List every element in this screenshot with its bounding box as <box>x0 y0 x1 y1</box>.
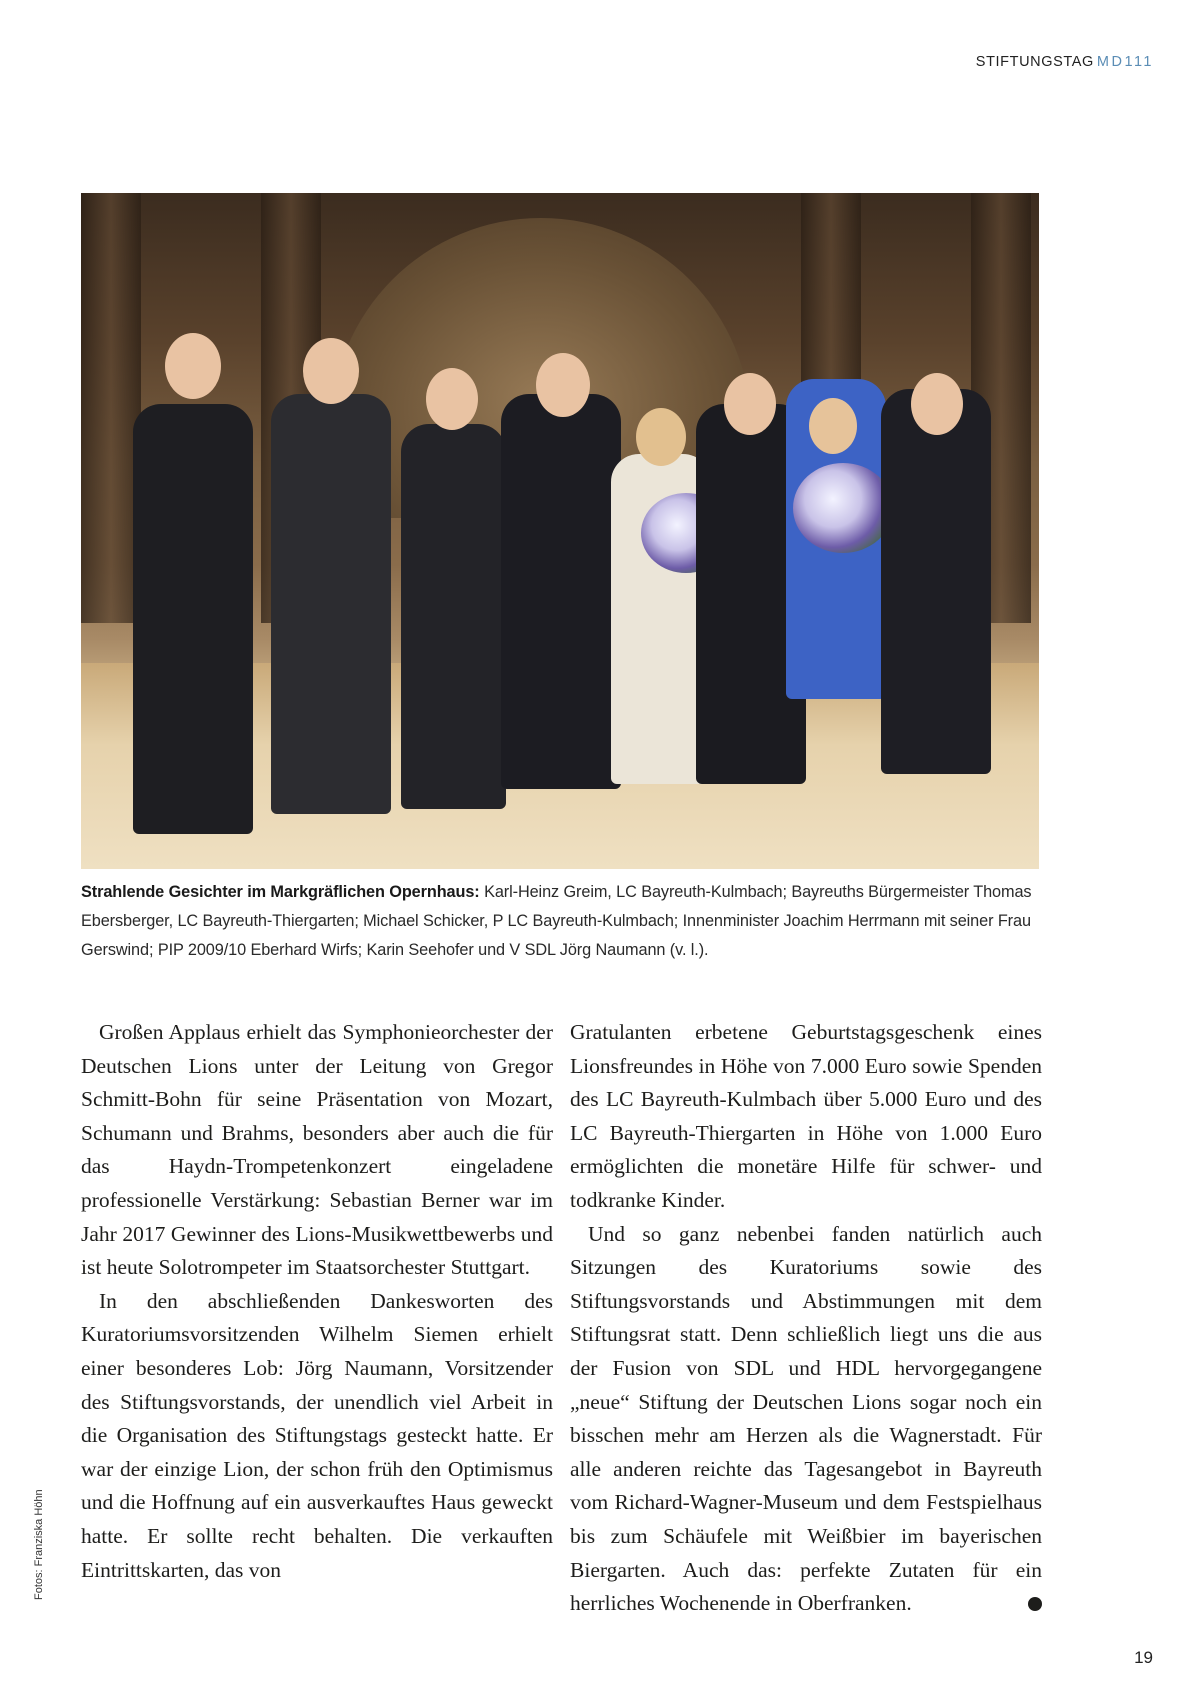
section-title: STIFTUNGSTAG <box>975 54 1094 70</box>
running-header <box>976 54 1154 70</box>
page-number: 19 <box>1134 1648 1153 1667</box>
paragraph-text: Und so ganz nebenbei fanden natürlich auch Sitzungen des Kuratoriums sowie des Stiftungsvorstands und Abstimmungen mit dem Stiftungsrat statt. Denn schließlich liegt uns die aus der Fusion von SDL und HDL hervorgegangene „neue“ Stiftung der Deutschen Lions sogar noch ein bisschen mehr am Herzen als die Wagnerstadt. Für alle anderen reichte das Tagesangebot in Bayreuth vom Richard-Wagner-Museum und dem Festspielhaus bis zum Schäufele mit Weißbier im bayerischen Biergarten. Auch das: perfekte Zutaten für ein herrliches Wochenende in Oberfranken. <box>570 1221 1042 1616</box>
caption-text: Karl-Heinz Greim, LC Bayreuth-Kulmbach; Bayreuths Bürgermeister Thomas Ebersberger, LC Bayreuth-Thiergarten; Michael Schicker, P LC Bayreuth-Kulmbach; Innenminister Joachim Herrmann mit seiner Frau Gerswind; PIP 2009/10 Eberhard Wirfs; Karin Seehofer und V SDL Jörg Naumann (v. l.). <box>81 883 1032 959</box>
paragraph <box>570 1218 1053 1621</box>
paragraph: Großen Applaus erhielt das Symphonieorchester der Deutschen Lions unter der Leitung von Gregor Schmitt-Bohn für seine Präsentation von Mozart, Schumann und Brahms, besonders aber auch die für das Haydn-Trompetenkonzert eingeladene professionelle Verstärkung: Sebastian Berner war im Jahr 2017 Gewinner des Lions-Musikwettbewerbs und ist heute Solotrompeter im Staatsorchester Stuttgart. <box>81 1020 553 1280</box>
group-photo <box>81 193 1039 869</box>
lions-endmark-icon: L <box>1028 1597 1042 1611</box>
photo-caption <box>81 878 1041 965</box>
paragraph: In den abschließenden Dankesworten des Kuratoriumsvorsitzenden Wilhelm Siemen erhielt einer besonderes Lob: Jörg Naumann, Vorsitzender des Stiftungsvorstands, der unendlich viel Arbeit in die Organisation des Stiftungstags gesteckt hatte. Er war der einzige Lion, der schon früh den Optimismus und die Hoffnung auf ein ausverkauftes Haus geweckt hatte. Er sollte recht behalten. Die verkauften Eintrittskarten, das von <box>81 1288 553 1582</box>
body-column-right <box>570 1016 1053 1621</box>
issue-label: MD111 <box>1096 54 1154 70</box>
photo-credit: Fotos: Franziska Höhn <box>33 1489 45 1600</box>
body-column-left <box>81 1016 553 1587</box>
caption-lead: Strahlende Gesichter im Markgräflichen Opernhaus: <box>81 883 480 901</box>
paragraph: Gratulanten erbetene Geburtstagsgeschenk eines Lionsfreundes in Höhe von 7.000 Euro sowie Spenden des LC Bayreuth-Kulmbach über 5.000 Euro und des LC Bayreuth-Thiergarten in Höhe von 1.000 Euro ermöglichten die monetäre Hilfe für schwer- und todkranke Kinder. <box>570 1020 1042 1212</box>
